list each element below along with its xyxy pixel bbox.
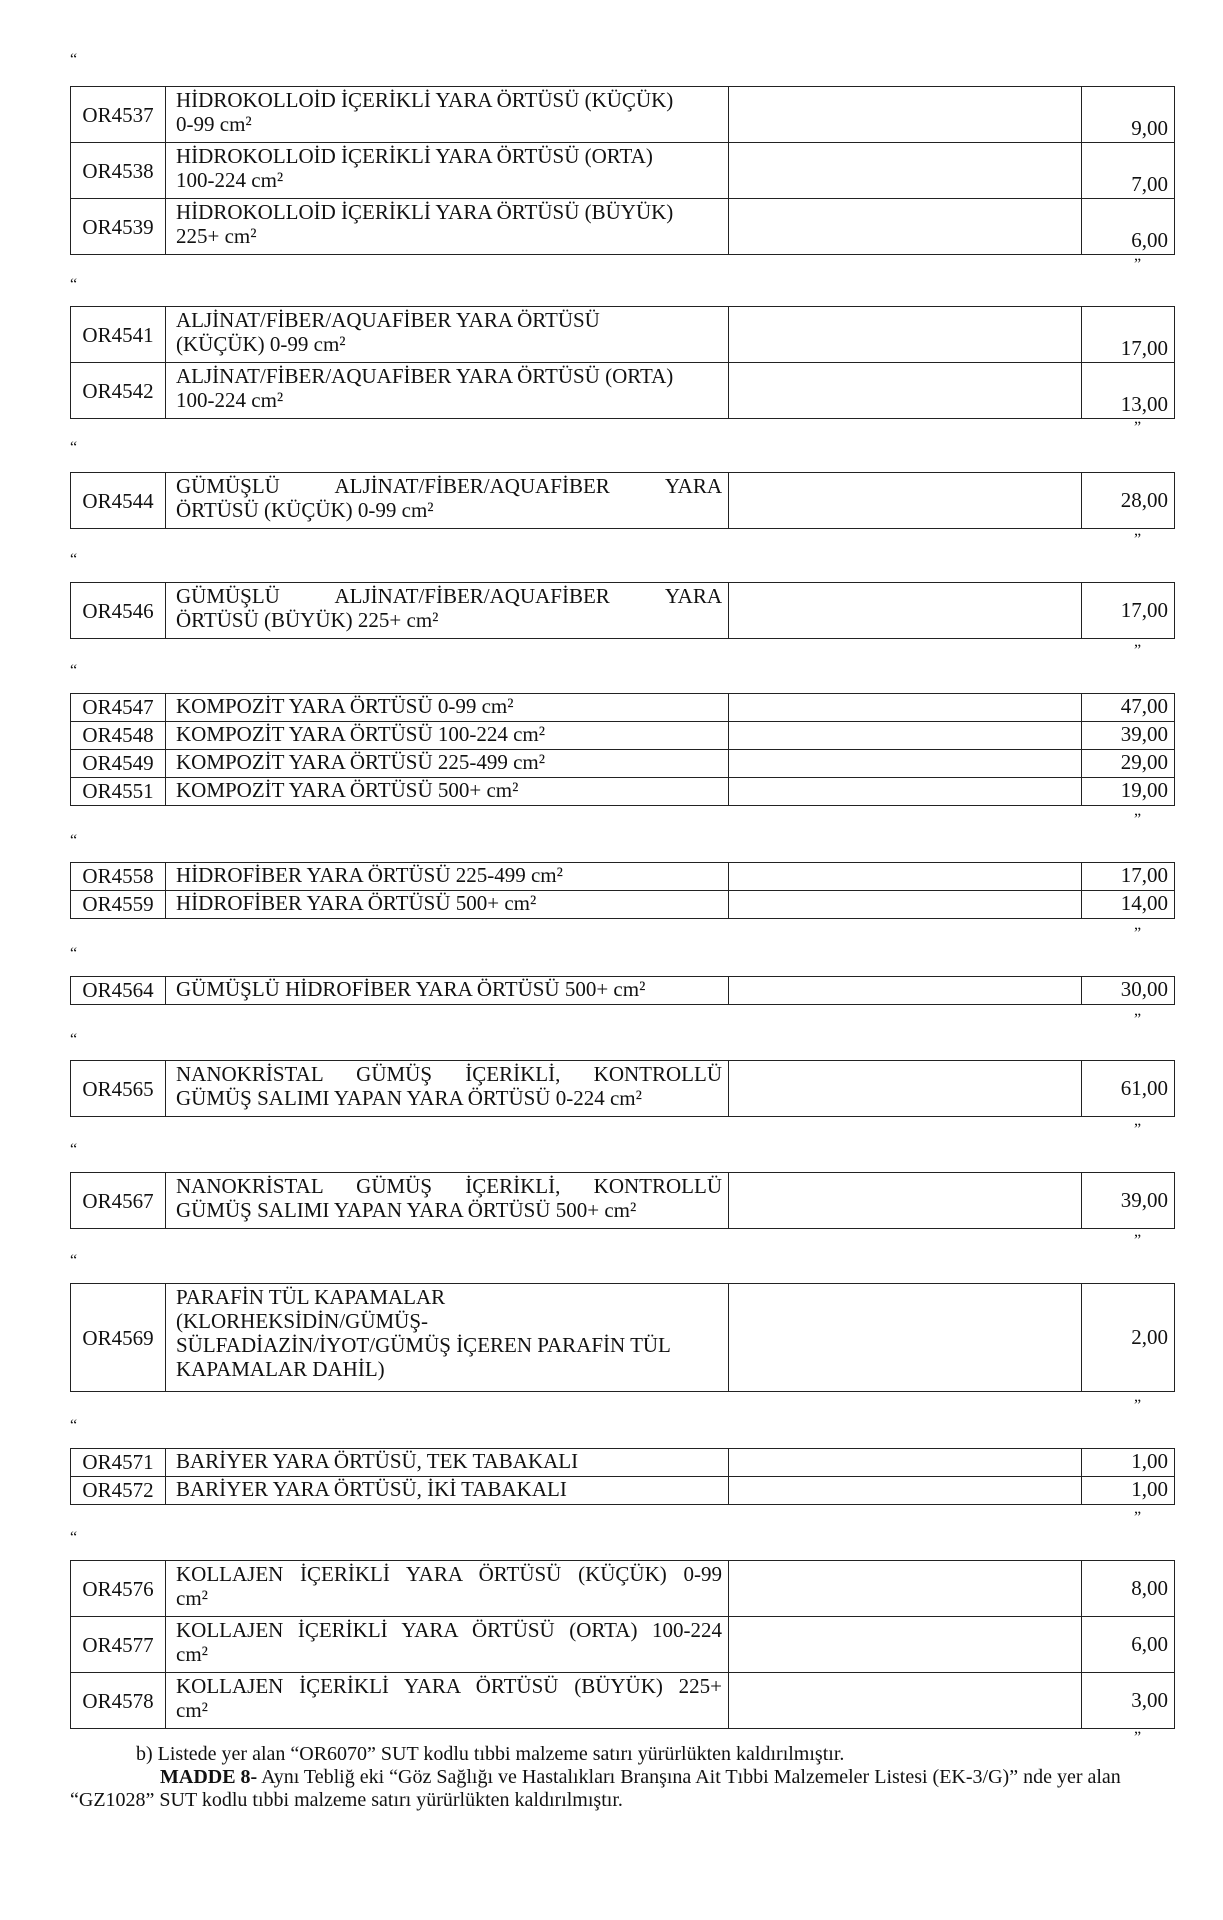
sut-code: OR4541 xyxy=(71,307,166,363)
price-value: 28,00 xyxy=(1082,473,1175,529)
price-value: 30,00 xyxy=(1082,977,1175,1005)
empty-cell xyxy=(729,863,1082,891)
empty-cell xyxy=(729,363,1082,419)
sut-code: OR4571 xyxy=(71,1449,166,1477)
quote-open: “ xyxy=(70,276,78,293)
item-description: KOLLAJEN İÇERİKLİ YARA ÖRTÜSÜ (KÜÇÜK) 0-99 cm² xyxy=(166,1561,729,1617)
table-group-bariyer xyxy=(70,1448,1168,1505)
table-row xyxy=(71,583,1175,639)
table-row xyxy=(71,307,1175,363)
empty-cell xyxy=(729,1061,1082,1117)
sut-code: OR4546 xyxy=(71,583,166,639)
sut-code: OR4565 xyxy=(71,1061,166,1117)
quote-close: ” xyxy=(1134,811,1142,828)
quote-open: “ xyxy=(70,551,78,568)
table-row xyxy=(71,1284,1175,1392)
sut-code: OR4549 xyxy=(71,750,166,778)
price-value: 8,00 xyxy=(1082,1561,1175,1617)
item-description: GÜMÜŞLÜ ALJİNAT/FİBER/AQUAFİBER YARA ÖRTÜSÜ (KÜÇÜK) 0-99 cm² xyxy=(166,473,729,529)
price-value: 19,00 xyxy=(1082,778,1175,806)
empty-cell xyxy=(729,1673,1082,1729)
sut-code: OR4572 xyxy=(71,1477,166,1505)
sut-code: OR4558 xyxy=(71,863,166,891)
paragraph-madde-8 xyxy=(70,1766,1160,1812)
empty-cell xyxy=(729,307,1082,363)
sut-code: OR4537 xyxy=(71,87,166,143)
sut-code: OR4542 xyxy=(71,363,166,419)
table-row xyxy=(71,891,1175,919)
quote-close: ” xyxy=(1134,419,1142,436)
quote-open: “ xyxy=(70,1252,78,1269)
price-value: 17,00 xyxy=(1082,583,1175,639)
madde-label: MADDE 8- xyxy=(160,1766,258,1788)
table-row xyxy=(71,143,1175,199)
price-value: 39,00 xyxy=(1082,722,1175,750)
sut-code: OR4559 xyxy=(71,891,166,919)
table-row xyxy=(71,1061,1175,1117)
empty-cell xyxy=(729,143,1082,199)
empty-cell xyxy=(729,722,1082,750)
price-value: 6,00 xyxy=(1082,199,1175,255)
empty-cell xyxy=(729,1617,1082,1673)
item-description: KOLLAJEN İÇERİKLİ YARA ÖRTÜSÜ (BÜYÜK) 225+ cm² xyxy=(166,1673,729,1729)
empty-cell xyxy=(729,1449,1082,1477)
sut-code: OR4538 xyxy=(71,143,166,199)
quote-close: ” xyxy=(1134,642,1142,659)
item-description: HİDROKOLLOİD İÇERİKLİ YARA ÖRTÜSÜ (ORTA) 100-224 cm² xyxy=(166,143,729,199)
table-row xyxy=(71,1173,1175,1229)
quote-close: ” xyxy=(1134,1232,1142,1249)
table-group-hidrofiber xyxy=(70,862,1168,919)
table-group-nanokristal-buyuk xyxy=(70,1172,1168,1229)
empty-cell xyxy=(729,1173,1082,1229)
table-group-gumuslu-aljinat-kucuk xyxy=(70,472,1168,529)
table-row xyxy=(71,87,1175,143)
quote-open: “ xyxy=(70,51,78,68)
empty-cell xyxy=(729,473,1082,529)
sut-code: OR4576 xyxy=(71,1561,166,1617)
table-group-hidrokolloid xyxy=(70,86,1168,255)
table-group-gumuslu-aljinat-buyuk xyxy=(70,582,1168,639)
footer-text xyxy=(70,1743,1160,1812)
quote-close: ” xyxy=(1134,531,1142,548)
table-row xyxy=(71,1673,1175,1729)
quote-open: “ xyxy=(70,1141,78,1158)
item-description: HİDROKOLLOİD İÇERİKLİ YARA ÖRTÜSÜ (BÜYÜK) 225+ cm² xyxy=(166,199,729,255)
price-value: 14,00 xyxy=(1082,891,1175,919)
item-description: PARAFİN TÜL KAPAMALAR (KLORHEKSİDİN/GÜMÜŞ- SÜLFADİAZİN/İYOT/GÜMÜŞ İÇEREN PARAFİN TÜL KAPAMALAR DAHİL) xyxy=(166,1284,729,1392)
table-row xyxy=(71,750,1175,778)
table-row xyxy=(71,722,1175,750)
item-description: KOMPOZİT YARA ÖRTÜSÜ 500+ cm² xyxy=(166,778,729,806)
item-description: ALJİNAT/FİBER/AQUAFİBER YARA ÖRTÜSÜ (KÜÇÜK) 0-99 cm² xyxy=(166,307,729,363)
table-row xyxy=(71,1477,1175,1505)
table-group-kollajen xyxy=(70,1560,1168,1729)
quote-open: “ xyxy=(70,1529,78,1546)
price-value: 17,00 xyxy=(1082,863,1175,891)
sut-code: OR4564 xyxy=(71,977,166,1005)
item-description: ALJİNAT/FİBER/AQUAFİBER YARA ÖRTÜSÜ (ORTA) 100-224 cm² xyxy=(166,363,729,419)
quote-close: ” xyxy=(1134,925,1142,942)
price-value: 1,00 xyxy=(1082,1449,1175,1477)
table-row xyxy=(71,1617,1175,1673)
table-row xyxy=(71,199,1175,255)
item-description: HİDROFİBER YARA ÖRTÜSÜ 225-499 cm² xyxy=(166,863,729,891)
sut-code: OR4548 xyxy=(71,722,166,750)
price-value: 13,00 xyxy=(1082,363,1175,419)
price-value: 9,00 xyxy=(1082,87,1175,143)
empty-cell xyxy=(729,583,1082,639)
table-row xyxy=(71,1561,1175,1617)
sut-code: OR4547 xyxy=(71,694,166,722)
quote-close: ” xyxy=(1134,256,1142,273)
price-value: 17,00 xyxy=(1082,307,1175,363)
empty-cell xyxy=(729,750,1082,778)
table-group-kompozit xyxy=(70,693,1168,806)
item-description: NANOKRİSTAL GÜMÜŞ İÇERİKLİ, KONTROLLÜ GÜMÜŞ SALIMI YAPAN YARA ÖRTÜSÜ 0-224 cm² xyxy=(166,1061,729,1117)
sut-code: OR4569 xyxy=(71,1284,166,1392)
sut-code: OR4551 xyxy=(71,778,166,806)
sut-code: OR4539 xyxy=(71,199,166,255)
item-description: KOMPOZİT YARA ÖRTÜSÜ 100-224 cm² xyxy=(166,722,729,750)
table-row xyxy=(71,863,1175,891)
sut-code: OR4577 xyxy=(71,1617,166,1673)
item-description: HİDROKOLLOİD İÇERİKLİ YARA ÖRTÜSÜ (KÜÇÜK) 0-99 cm² xyxy=(166,87,729,143)
price-value: 61,00 xyxy=(1082,1061,1175,1117)
price-value: 29,00 xyxy=(1082,750,1175,778)
item-description: GÜMÜŞLÜ HİDROFİBER YARA ÖRTÜSÜ 500+ cm² xyxy=(166,977,729,1005)
price-value: 7,00 xyxy=(1082,143,1175,199)
table-row xyxy=(71,977,1175,1005)
table-group-gumuslu-hidrofiber xyxy=(70,976,1168,1005)
item-description: KOMPOZİT YARA ÖRTÜSÜ 225-499 cm² xyxy=(166,750,729,778)
item-description: GÜMÜŞLÜ ALJİNAT/FİBER/AQUAFİBER YARA ÖRTÜSÜ (BÜYÜK) 225+ cm² xyxy=(166,583,729,639)
paragraph-b: b) Listede yer alan “OR6070” SUT kodlu tıbbi malzeme satırı yürürlükten kaldırılmıştır. xyxy=(136,1743,845,1765)
quote-close: ” xyxy=(1134,1397,1142,1414)
price-value: 47,00 xyxy=(1082,694,1175,722)
sut-code: OR4567 xyxy=(71,1173,166,1229)
empty-cell xyxy=(729,977,1082,1005)
table-row xyxy=(71,363,1175,419)
quote-open: “ xyxy=(70,1031,78,1048)
quote-close: ” xyxy=(1134,1011,1142,1028)
empty-cell xyxy=(729,199,1082,255)
empty-cell xyxy=(729,1284,1082,1392)
quote-open: “ xyxy=(70,945,78,962)
quote-close: ” xyxy=(1134,1121,1142,1138)
price-value: 2,00 xyxy=(1082,1284,1175,1392)
empty-cell xyxy=(729,778,1082,806)
table-row xyxy=(71,694,1175,722)
empty-cell xyxy=(729,694,1082,722)
table-row xyxy=(71,473,1175,529)
table-group-aljinat xyxy=(70,306,1168,419)
item-description: BARİYER YARA ÖRTÜSÜ, TEK TABAKALI xyxy=(166,1449,729,1477)
table-group-parafin xyxy=(70,1283,1168,1392)
quote-open: “ xyxy=(70,662,78,679)
quote-close: ” xyxy=(1134,1729,1142,1746)
quote-open: “ xyxy=(70,1417,78,1434)
quote-open: “ xyxy=(70,439,78,456)
item-description: KOMPOZİT YARA ÖRTÜSÜ 0-99 cm² xyxy=(166,694,729,722)
price-value: 1,00 xyxy=(1082,1477,1175,1505)
quote-open: “ xyxy=(70,832,78,849)
table-row xyxy=(71,778,1175,806)
table-row xyxy=(71,1449,1175,1477)
item-description: NANOKRİSTAL GÜMÜŞ İÇERİKLİ, KONTROLLÜ GÜMÜŞ SALIMI YAPAN YARA ÖRTÜSÜ 500+ cm² xyxy=(166,1173,729,1229)
price-value: 3,00 xyxy=(1082,1673,1175,1729)
madde-text: Aynı Tebliğ eki “Göz Sağlığı ve Hastalıkları Branşına Ait Tıbbi Malzemeler Listesi (EK-3/G)” nde yer alan “GZ1028” SUT kodlu tıbbi malzeme satırı yürürlükten kaldırılmıştır. xyxy=(70,1766,1121,1811)
quote-close: ” xyxy=(1134,1509,1142,1526)
item-description: KOLLAJEN İÇERİKLİ YARA ÖRTÜSÜ (ORTA) 100-224 cm² xyxy=(166,1617,729,1673)
price-value: 6,00 xyxy=(1082,1617,1175,1673)
empty-cell xyxy=(729,87,1082,143)
empty-cell xyxy=(729,891,1082,919)
item-description: HİDROFİBER YARA ÖRTÜSÜ 500+ cm² xyxy=(166,891,729,919)
sut-code: OR4578 xyxy=(71,1673,166,1729)
item-description: BARİYER YARA ÖRTÜSÜ, İKİ TABAKALI xyxy=(166,1477,729,1505)
price-value: 39,00 xyxy=(1082,1173,1175,1229)
table-group-nanokristal-kucuk xyxy=(70,1060,1168,1117)
empty-cell xyxy=(729,1561,1082,1617)
empty-cell xyxy=(729,1477,1082,1505)
sut-code: OR4544 xyxy=(71,473,166,529)
